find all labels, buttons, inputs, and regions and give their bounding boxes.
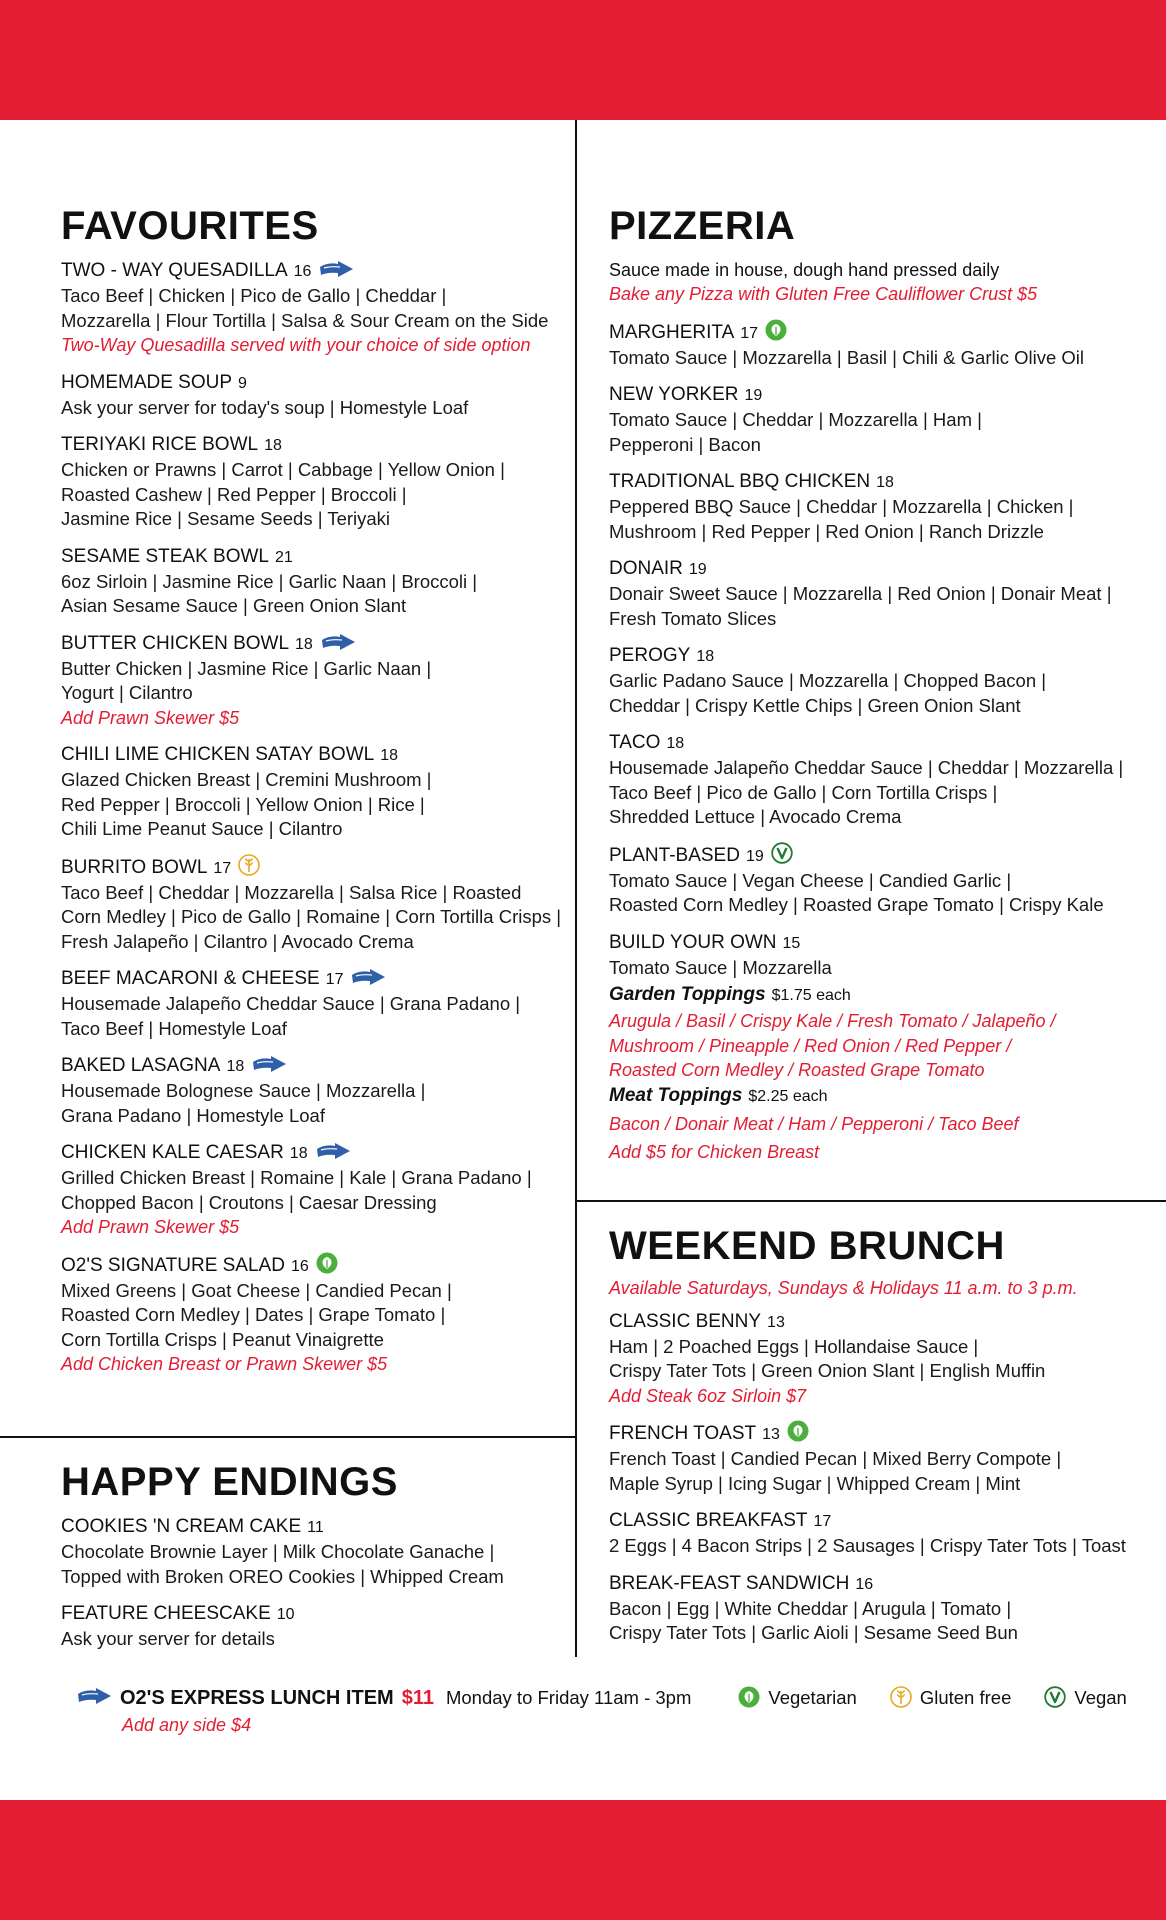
- menu-item-price: 17: [213, 859, 232, 877]
- vegetarian-icon: [765, 319, 787, 341]
- vegetarian-icon: [787, 1420, 809, 1442]
- menu-item-description: Mixed Greens | Goat Cheese | Candied Pecan |: [61, 1279, 452, 1301]
- vegan-icon: [1044, 1686, 1066, 1708]
- express-lunch-arrow-icon: [76, 1688, 112, 1706]
- menu-item-price: 17: [740, 324, 759, 342]
- column-divider: [575, 120, 577, 1657]
- menu-item-price: 10: [276, 1606, 295, 1623]
- menu-item-price: 17: [813, 1513, 832, 1530]
- list-line: Mushroom / Pineapple / Red Onion / Red Pepper /: [609, 1035, 1012, 1056]
- menu-item-description: Taco Beef | Pico de Gallo | Corn Tortilla Crisps |: [609, 781, 998, 803]
- menu-item-price: 18: [226, 1058, 245, 1075]
- menu-item-description: Donair Sweet Sauce | Mozzarella | Red Onion | Donair Meat |: [609, 583, 1112, 604]
- bottom-red-band: [0, 1800, 1166, 1920]
- menu-item: [609, 1508, 1159, 1559]
- brunch-availability: Available Saturdays, Sundays & Holidays 11 a.m. to 3 p.m.: [609, 1278, 1078, 1298]
- menu-item-name: FEATURE CHEESCAKE: [61, 1603, 271, 1624]
- express-lunch-marker: [69, 1688, 112, 1708]
- favourites-title: FAVOURITES: [61, 204, 319, 248]
- menu-item-price: 19: [745, 847, 764, 865]
- menu-item-description: Chopped Bacon | Croutons | Caesar Dressing: [61, 1191, 437, 1213]
- meat-toppings-list: [609, 1110, 1159, 1166]
- menu-item-name: TWO - WAY QUESADILLA: [61, 260, 288, 281]
- menu-item-description: Tomato Sauce | Vegan Cheese | Candied Garlic |: [609, 869, 1012, 891]
- express-lunch-arrow-icon: [251, 1056, 287, 1074]
- menu-item-description: Shredded Lettuce | Avocado Crema: [609, 806, 902, 827]
- menu-item-price: 16: [855, 1575, 874, 1593]
- menu-item-price: 21: [275, 548, 293, 566]
- menu-item: [609, 556, 1159, 631]
- menu-item-note: Add Prawn Skewer $5: [61, 1217, 240, 1237]
- happy-endings-title: HAPPY ENDINGS: [61, 1460, 398, 1504]
- menu-item: [61, 1053, 566, 1128]
- menu-item-price: 18: [289, 1145, 308, 1162]
- menu-item: [61, 544, 566, 619]
- garden-toppings-price: $1.75 each: [771, 987, 851, 1004]
- gluten-free-icon: [890, 1686, 912, 1708]
- menu-item-name: DONAIR: [609, 558, 683, 579]
- menu-item-price: 15: [782, 934, 801, 952]
- menu-item: [61, 432, 566, 532]
- menu-item-name: BREAK-FEAST SANDWICH: [609, 1572, 850, 1594]
- express-lunch-arrow-icon: [315, 1143, 351, 1161]
- menu-item: [61, 1252, 566, 1377]
- menu-item-name: PEROGY: [609, 645, 691, 666]
- menu-item: [61, 631, 566, 731]
- vegetarian-icon: [316, 1252, 338, 1274]
- menu-item-description: Maple Syrup | Icing Sugar | Whipped Cream | Mint: [609, 1472, 1021, 1494]
- menu-item-price: 18: [264, 437, 282, 454]
- menu-item-description: Pepperoni | Bacon: [609, 433, 761, 455]
- menu-item-description: Taco Beef | Chicken | Pico de Gallo | Cheddar |: [61, 285, 447, 306]
- menu-item-description: Housemade Jalapeño Cheddar Sauce | Grana Padano |: [61, 993, 521, 1014]
- menu-item-name: BAKED LASAGNA: [61, 1055, 221, 1076]
- menu-item-description: Red Pepper | Broccoli | Yellow Onion | Rice |: [61, 793, 425, 815]
- menu-item-price: 16: [293, 263, 312, 280]
- menu-item-price: 19: [688, 561, 707, 578]
- menu-item-name: TACO: [609, 732, 661, 753]
- menu-item-name: FRENCH TOAST: [609, 1423, 757, 1444]
- brunch-list: [609, 1309, 1159, 1646]
- express-lunch-side-note: Add any side $4: [122, 1715, 252, 1735]
- menu-item-description: Cheddar | Crispy Kettle Chips | Green Onion Slant: [609, 694, 1021, 716]
- menu-item: [61, 742, 566, 842]
- menu-item: [61, 1140, 566, 1240]
- menu-item: [61, 854, 566, 955]
- menu-item-description: Corn Medley | Pico de Gallo | Romaine | Corn Tortilla Crisps |: [61, 906, 562, 927]
- menu-item-name: BUILD YOUR OWN: [609, 931, 777, 953]
- menu-item-description: Tomato Sauce | Mozzarella | Basil | Chili & Garlic Olive Oil: [609, 346, 1085, 368]
- menu-legend: [76, 1683, 1156, 1738]
- menu-item-description: Roasted Corn Medley | Roasted Grape Tomato | Crispy Kale: [609, 894, 1104, 915]
- menu-item-price: 19: [744, 387, 763, 404]
- menu-item-price: 17: [325, 971, 344, 988]
- menu-item-description: Crispy Tater Tots | Green Onion Slant | English Muffin: [609, 1360, 1046, 1381]
- menu-item-name: TERIYAKI RICE BOWL: [61, 434, 259, 455]
- menu-item: [609, 930, 1159, 981]
- menu-item-price: 13: [762, 1426, 780, 1443]
- menu-item-description: Tomato Sauce | Mozzarella: [609, 956, 832, 978]
- menu-item-name: CHICKEN KALE CAESAR: [61, 1142, 284, 1163]
- menu-item-description: Fresh Tomato Slices: [609, 607, 777, 629]
- menu-item: [61, 370, 566, 421]
- menu-item-description: Roasted Corn Medley | Dates | Grape Tomato |: [61, 1304, 446, 1325]
- menu-item-description: Butter Chicken | Jasmine Rice | Garlic Naan |: [61, 657, 432, 679]
- list-line: Add $5 for Chicken Breast: [609, 1141, 820, 1162]
- menu-item-description: Peppered BBQ Sauce | Cheddar | Mozzarella | Chicken |: [609, 496, 1074, 517]
- menu-item-price: 18: [295, 635, 313, 653]
- garden-toppings: [609, 982, 1159, 1083]
- menu-item: [609, 319, 1159, 371]
- menu-item-description: Mushroom | Red Pepper | Red Onion | Ranch Drizzle: [609, 520, 1044, 542]
- menu-item-price: 18: [876, 474, 894, 491]
- menu-item: [61, 258, 566, 358]
- express-lunch-arrow-icon: [318, 261, 354, 279]
- menu-item-description: Crispy Tater Tots | Garlic Aioli | Sesame Seed Bun: [609, 1622, 1018, 1643]
- menu-item-note: Two-Way Quesadilla served with your choice of side option: [61, 335, 531, 355]
- menu-item-description: Mozzarella | Flour Tortilla | Salsa & Sour Cream on the Side: [61, 309, 549, 331]
- menu-item-name: MARGHERITA: [609, 321, 735, 343]
- menu-item-name: PLANT-BASED: [609, 844, 740, 866]
- menu-item-price: 18: [380, 747, 399, 764]
- legend-vegetarian: Vegetarian: [768, 1687, 857, 1708]
- meat-toppings-price: $2.25 each: [748, 1087, 828, 1105]
- menu-item: [61, 1601, 566, 1652]
- menu-item-price: 16: [290, 1257, 309, 1275]
- happy-endings-list: [61, 1514, 566, 1652]
- menu-item-description: Grilled Chicken Breast | Romaine | Kale | Grana Padano |: [61, 1167, 532, 1188]
- menu-item-description: Taco Beef | Cheddar | Mozzarella | Salsa Rice | Roasted: [61, 881, 522, 903]
- menu-item-description: Grana Padano | Homestyle Loaf: [61, 1104, 325, 1126]
- vegan-icon: [771, 842, 793, 864]
- meat-toppings-label: Meat Toppings: [609, 1084, 743, 1106]
- menu-item: [609, 1309, 1159, 1409]
- menu-item-description: Ham | 2 Poached Eggs | Hollandaise Sauce |: [609, 1335, 979, 1357]
- weekend-brunch-section: [609, 1222, 1159, 1658]
- happy-endings-section: [61, 1458, 566, 1664]
- pizzeria-intro-note: Bake any Pizza with Gluten Free Cauliflower Crust $5: [609, 284, 1038, 304]
- menu-item: [609, 643, 1159, 718]
- menu-item: [61, 966, 566, 1041]
- menu-item-note: Add Prawn Skewer $5: [61, 707, 240, 728]
- menu-item-name: O2'S SIGNATURE SALAD: [61, 1254, 285, 1276]
- right-section-divider: [576, 1200, 1166, 1202]
- menu-item-price: 18: [666, 735, 685, 752]
- menu-item-description: 6oz Sirloin | Jasmine Rice | Garlic Naan | Broccoli |: [61, 570, 478, 592]
- menu-item-name: NEW YORKER: [609, 384, 739, 405]
- legend-gluten-free: Gluten free: [919, 1687, 1012, 1708]
- menu-item-description: Garlic Padano Sauce | Mozzarella | Chopped Bacon |: [609, 670, 1047, 691]
- menu-item-price: 11: [307, 1519, 324, 1536]
- pizzeria-list: [609, 319, 1159, 981]
- menu-item-description: Fresh Jalapeño | Cilantro | Avocado Crema: [61, 930, 414, 952]
- menu-item-description: Ask your server for today's soup | Homestyle Loaf: [61, 396, 469, 418]
- menu-item: [609, 730, 1159, 830]
- menu-item-description: Glazed Chicken Breast | Cremini Mushroom |: [61, 769, 432, 790]
- express-lunch-hours: Monday to Friday 11am - 3pm: [445, 1687, 692, 1708]
- menu-item-name: SESAME STEAK BOWL: [61, 545, 269, 567]
- menu-item: [609, 469, 1159, 544]
- express-lunch-arrow-icon: [320, 634, 356, 652]
- menu-item-price: 9: [238, 374, 247, 392]
- menu-item-description: Corn Tortilla Crisps | Peanut Vinaigrette: [61, 1328, 384, 1350]
- menu-item-name: COOKIES 'N CREAM CAKE: [61, 1516, 302, 1537]
- menu-item-name: HOMEMADE SOUP: [61, 371, 233, 393]
- top-red-band: [0, 0, 1166, 120]
- menu-item-description: Taco Beef | Homestyle Loaf: [61, 1017, 287, 1039]
- pizzeria-intro: Sauce made in house, dough hand pressed daily: [609, 260, 1000, 280]
- vegetarian-icon: [738, 1686, 760, 1708]
- pizzeria-section: [609, 202, 1159, 1166]
- menu-item-description: Tomato Sauce | Cheddar | Mozzarella | Ham |: [609, 409, 982, 430]
- menu-item-description: Topped with Broken OREO Cookies | Whipped Cream: [61, 1565, 504, 1587]
- menu-item-description: Asian Sesame Sauce | Green Onion Slant: [61, 595, 407, 616]
- meat-toppings: [609, 1083, 1159, 1166]
- menu-item-name: CLASSIC BENNY: [609, 1310, 762, 1332]
- menu-item-description: Chicken or Prawns | Carrot | Cabbage | Yellow Onion |: [61, 459, 505, 480]
- menu-item-name: BURRITO BOWL: [61, 856, 208, 878]
- menu-item: [61, 1514, 566, 1589]
- menu-item-description: 2 Eggs | 4 Bacon Strips | 2 Sausages | Crispy Tater Tots | Toast: [609, 1535, 1126, 1556]
- favourites-list: [61, 258, 566, 1377]
- menu-item-name: CHILI LIME CHICKEN SATAY BOWL: [61, 744, 375, 765]
- garden-toppings-list: [609, 1009, 1159, 1083]
- express-lunch-label: O2'S EXPRESS LUNCH ITEM: [120, 1686, 394, 1709]
- menu-item-description: French Toast | Candied Pecan | Mixed Berry Compote |: [609, 1448, 1062, 1469]
- menu-item-description: Housemade Bolognese Sauce | Mozzarella |: [61, 1080, 426, 1101]
- menu-item-name: CLASSIC BREAKFAST: [609, 1510, 808, 1531]
- dietary-legend: [731, 1686, 1152, 1710]
- menu-item-description: Yogurt | Cilantro: [61, 682, 193, 703]
- menu-item-name: BUTTER CHICKEN BOWL: [61, 632, 290, 654]
- menu-item-description: Chocolate Brownie Layer | Milk Chocolate Ganache |: [61, 1541, 495, 1562]
- list-line: Roasted Corn Medley / Roasted Grape Tomato: [609, 1060, 985, 1080]
- menu-item-name: BEEF MACARONI & CHEESE: [61, 968, 320, 989]
- weekend-brunch-title: WEEKEND BRUNCH: [609, 1224, 1005, 1268]
- pizzeria-title: PIZZERIA: [609, 204, 796, 248]
- menu-item: [609, 1420, 1159, 1496]
- menu-item-description: Chili Lime Peanut Sauce | Cilantro: [61, 818, 343, 839]
- left-section-divider: [0, 1436, 576, 1438]
- menu-item-price: 18: [696, 648, 715, 665]
- menu-item: [609, 842, 1159, 918]
- menu-item: [609, 382, 1159, 457]
- favourites-section: [61, 202, 566, 1389]
- gluten-free-icon: [238, 854, 260, 876]
- menu-item-price: 13: [767, 1313, 785, 1331]
- express-lunch-arrow-icon: [350, 969, 386, 987]
- menu-item-description: Jasmine Rice | Sesame Seeds | Teriyaki: [61, 508, 391, 529]
- list-line: Bacon / Donair Meat / Ham / Pepperoni / Taco Beef: [609, 1113, 1019, 1134]
- menu-item-description: Housemade Jalapeño Cheddar Sauce | Cheddar | Mozzarella |: [609, 757, 1124, 778]
- menu-item-name: TRADITIONAL BBQ CHICKEN: [609, 471, 871, 492]
- list-line: Arugula / Basil / Crispy Kale / Fresh Tomato / Jalapeño /: [609, 1011, 1056, 1031]
- menu-item-description: Ask your server for details: [61, 1628, 275, 1649]
- express-lunch-price: $11: [401, 1686, 434, 1709]
- menu-item-note: Add Chicken Breast or Prawn Skewer $5: [61, 1354, 388, 1374]
- garden-toppings-label: Garden Toppings: [609, 984, 766, 1005]
- legend-vegan: Vegan: [1074, 1687, 1127, 1708]
- menu-item: [609, 1571, 1159, 1646]
- menu-item-note: Add Steak 6oz Sirloin $7: [609, 1385, 807, 1406]
- menu-item-description: Bacon | Egg | White Cheddar | Arugula | Tomato |: [609, 1597, 1012, 1619]
- menu-item-description: Roasted Cashew | Red Pepper | Broccoli |: [61, 483, 407, 505]
